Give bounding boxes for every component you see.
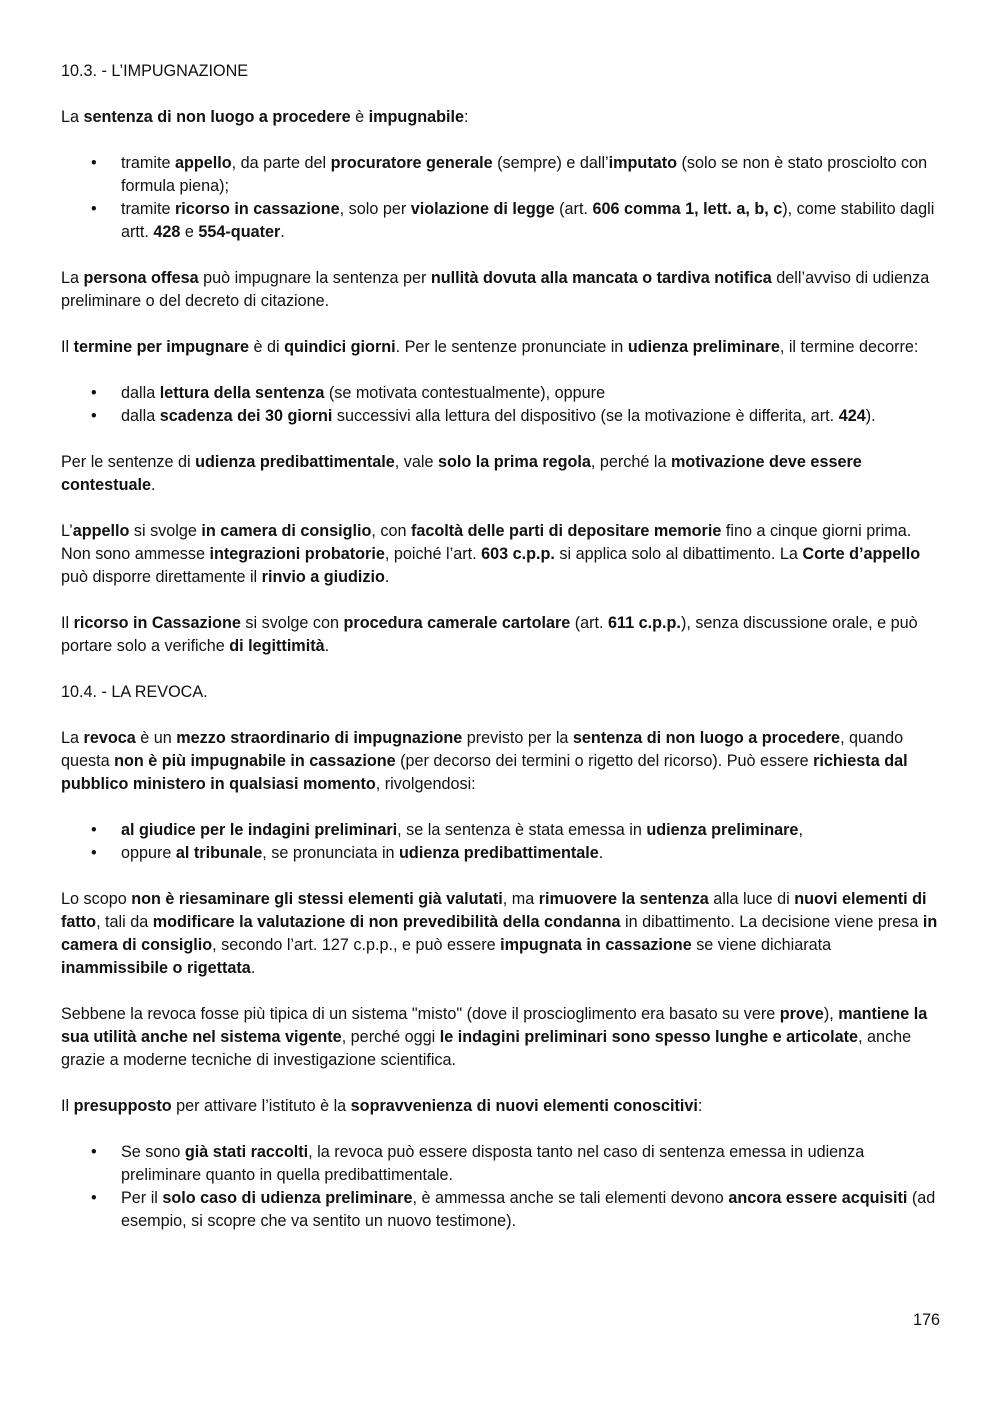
text-run: fino a cinque giorni prima. Non sono ammesse bbox=[61, 522, 912, 563]
bold-text: 424 bbox=[838, 407, 866, 425]
bold-text: impugnata in cassazione bbox=[500, 936, 692, 954]
paragraph-predibattimentale bbox=[61, 451, 941, 497]
bold-text: impugnabile bbox=[368, 108, 464, 126]
text-run: . bbox=[150, 476, 156, 494]
bold-text: mezzo straordinario di impugnazione bbox=[176, 729, 463, 747]
section-title-impugnazione: 10.3. - L’IMPUGNAZIONE bbox=[61, 62, 249, 80]
bold-text: imputato bbox=[608, 154, 677, 172]
bold-text: non è riesaminare gli stessi elementi già valutati bbox=[131, 890, 503, 908]
text-run: : bbox=[464, 108, 469, 126]
bold-text: presupposto bbox=[73, 1097, 172, 1115]
bold-text: revoca bbox=[83, 729, 136, 747]
text-run: La bbox=[61, 729, 84, 747]
text-run: ). bbox=[865, 407, 876, 425]
text-run: , bbox=[798, 821, 803, 839]
bold-text: udienza predibattimentale bbox=[195, 453, 395, 471]
text-run: (per decorso dei termini o rigetto del ricorso). Può essere bbox=[395, 752, 814, 770]
text-run: , da parte del bbox=[231, 154, 331, 172]
bold-text: mantiene la sua utilità anche nel sistema vigente bbox=[61, 1005, 928, 1046]
bold-text: modificare la valutazione di non prevedibilità della condanna bbox=[152, 913, 621, 931]
bold-text: solo caso di udienza preliminare bbox=[162, 1189, 413, 1207]
bold-text: inammissibile o rigettata bbox=[61, 959, 251, 977]
text-run: (ad esempio, si scopre che va sentito un nuovo testimone). bbox=[121, 1189, 936, 1230]
text-run: Se sono bbox=[121, 1143, 185, 1161]
text-run: , se pronunciata in bbox=[262, 844, 400, 862]
bold-text: sopravvenienza di nuovi elementi conoscitivi bbox=[350, 1097, 698, 1115]
bold-text: prove bbox=[779, 1005, 824, 1023]
text-run: . bbox=[324, 637, 330, 655]
text-run: se viene dichiarata bbox=[691, 936, 832, 954]
text-run: è di bbox=[249, 338, 285, 356]
text-run: , secondo l’art. 127 c.p.p., e può essere bbox=[212, 936, 501, 954]
paragraph-persona-offesa bbox=[61, 267, 941, 313]
bold-text: nullità dovuta alla mancata o tardiva notifica bbox=[430, 269, 772, 287]
bold-text: violazione di legge bbox=[410, 200, 555, 218]
text-run: è un bbox=[135, 729, 177, 747]
text-run: ), come stabilito dagli artt. bbox=[121, 200, 935, 241]
bold-text: integrazioni probatorie bbox=[209, 545, 385, 563]
paragraph-sistema bbox=[61, 1003, 941, 1072]
paragraph-impugnabilita bbox=[61, 106, 941, 129]
text-run: , se la sentenza è stata emessa in bbox=[397, 821, 647, 839]
text-run: . bbox=[250, 959, 256, 977]
text-run: La bbox=[61, 108, 84, 126]
text-run: tramite bbox=[121, 154, 175, 172]
bold-text: appello bbox=[72, 522, 130, 540]
text-run: si svolge bbox=[129, 522, 202, 540]
text-run: Lo scopo bbox=[61, 890, 132, 908]
text-run: , il termine decorre: bbox=[779, 338, 919, 356]
text-run: e bbox=[180, 223, 199, 241]
bold-text: lettura della sentenza bbox=[159, 384, 325, 402]
paragraph-presupposto bbox=[61, 1095, 941, 1118]
text-run: oppure bbox=[121, 844, 176, 862]
bold-text: appello bbox=[174, 154, 232, 172]
bold-text: al giudice per le indagini preliminari bbox=[121, 821, 398, 839]
bold-text: già stati raccolti bbox=[184, 1143, 309, 1161]
text-run: , anche grazie a moderne tecniche di investigazione scientifica. bbox=[61, 1028, 912, 1069]
list-rivolgendosi bbox=[61, 819, 941, 865]
bold-text: al tribunale bbox=[175, 844, 263, 862]
text-run: L’ bbox=[61, 522, 73, 540]
list-item bbox=[121, 198, 941, 244]
text-run: , tali da bbox=[96, 913, 153, 931]
bold-text: rinvio a giudizio bbox=[261, 568, 385, 586]
bold-text: 428 bbox=[153, 223, 181, 241]
text-run: , con bbox=[371, 522, 411, 540]
bold-text: 603 c.p.p. bbox=[481, 545, 555, 563]
bold-text: Corte d’appello bbox=[802, 545, 921, 563]
list-item bbox=[121, 842, 941, 865]
text-run: può disporre direttamente il bbox=[61, 568, 262, 586]
bold-text: scadenza dei 30 giorni bbox=[159, 407, 333, 425]
text-run: : bbox=[697, 1097, 703, 1115]
bold-text: richiesta dal pubblico ministero in qualsiasi momento bbox=[61, 752, 908, 793]
bold-text: persona offesa bbox=[83, 269, 199, 287]
text-run: ), senza discussione orale, e può portare solo a verifiche bbox=[61, 614, 918, 655]
text-run: Il bbox=[61, 338, 74, 356]
text-run: , poiché l’art. bbox=[384, 545, 482, 563]
text-run: La bbox=[61, 269, 84, 287]
paragraph-ricorso-cassazione bbox=[61, 612, 941, 658]
list-decorrenza bbox=[61, 382, 941, 428]
bold-text: 554-quater bbox=[198, 223, 281, 241]
text-run: , solo per bbox=[339, 200, 411, 218]
list-item bbox=[121, 1141, 941, 1187]
bold-text: sentenza di non luogo a procedere bbox=[83, 108, 351, 126]
list-item bbox=[121, 152, 941, 198]
text-run: , perché la bbox=[590, 453, 671, 471]
bold-text: in camera di consiglio bbox=[201, 522, 372, 540]
text-run: dell’avviso di udienza preliminare o del decreto di citazione. bbox=[61, 269, 930, 310]
list-item bbox=[121, 382, 941, 405]
text-run: (art. bbox=[554, 200, 593, 218]
list-mezzi-impugnazione bbox=[61, 152, 941, 244]
text-run: Il bbox=[61, 1097, 74, 1115]
bold-text: termine per impugnare bbox=[73, 338, 250, 356]
text-run: per attivare l’istituto è la bbox=[171, 1097, 351, 1115]
bold-text: sentenza di non luogo a procedere bbox=[572, 729, 841, 747]
text-run: Per le sentenze di bbox=[61, 453, 196, 471]
text-run: dalla bbox=[121, 384, 160, 402]
bold-text: in camera di consiglio bbox=[61, 913, 938, 954]
text-run: (sempre) e dall’ bbox=[492, 154, 609, 172]
document-page bbox=[61, 60, 941, 1256]
bold-text: le indagini preliminari sono spesso lunghe e articolate bbox=[439, 1028, 859, 1046]
text-run: alla luce di bbox=[708, 890, 795, 908]
text-run: (solo se non è stato prosciolto con formula piena); bbox=[121, 154, 928, 195]
text-run: . bbox=[598, 844, 604, 862]
paragraph-revoca-intro bbox=[61, 727, 941, 796]
bold-text: procuratore generale bbox=[330, 154, 493, 172]
paragraph-appello bbox=[61, 520, 941, 589]
text-run: si svolge con bbox=[240, 614, 344, 632]
text-run: è bbox=[350, 108, 369, 126]
text-run: . bbox=[384, 568, 390, 586]
paragraph-termine bbox=[61, 336, 941, 359]
bold-text: udienza preliminare bbox=[646, 821, 799, 839]
bold-text: udienza preliminare bbox=[627, 338, 780, 356]
bold-text: ancora essere acquisiti bbox=[728, 1189, 908, 1207]
text-run: . Per le sentenze pronunciate in bbox=[395, 338, 628, 356]
section-title-revoca: 10.4. - LA REVOCA. bbox=[61, 683, 208, 701]
text-run: Il bbox=[61, 614, 74, 632]
text-run: dalla bbox=[121, 407, 160, 425]
text-run: ), bbox=[823, 1005, 839, 1023]
text-run: (art. bbox=[570, 614, 609, 632]
text-run: , perché oggi bbox=[341, 1028, 440, 1046]
bold-text: di legittimità bbox=[229, 637, 325, 655]
bold-text: procedura camerale cartolare bbox=[343, 614, 571, 632]
bold-text: ricorso in Cassazione bbox=[73, 614, 241, 632]
text-run: (se motivata contestualmente), oppure bbox=[324, 384, 606, 402]
list-casi bbox=[61, 1141, 941, 1233]
text-run: tramite bbox=[121, 200, 175, 218]
text-run: in dibattimento. La decisione viene presa bbox=[620, 913, 923, 931]
bold-text: motivazione deve essere contestuale bbox=[61, 453, 862, 494]
text-run: previsto per la bbox=[462, 729, 573, 747]
bold-text: facoltà delle parti di depositare memorie bbox=[411, 522, 722, 540]
text-run: , è ammessa anche se tali elementi devono bbox=[412, 1189, 729, 1207]
bold-text: non è più impugnabile in cassazione bbox=[114, 752, 396, 770]
text-run: . bbox=[280, 223, 285, 241]
text-run: Sebbene la revoca fosse più tipica di un sistema "misto" (dove il proscioglimento era basato su vere bbox=[61, 1005, 780, 1023]
text-run: , ma bbox=[502, 890, 539, 908]
bold-text: solo la prima regola bbox=[437, 453, 591, 471]
text-run: , la revoca può essere disposta tanto nel caso di sentenza emessa in udienza preliminare quanto in quella predibattimentale. bbox=[121, 1143, 865, 1184]
page-number: 176 bbox=[912, 1311, 940, 1329]
text-run: Per il bbox=[121, 1189, 163, 1207]
bold-text: quindici giorni bbox=[284, 338, 396, 356]
bold-text: 606 comma 1, lett. a, b, c bbox=[592, 200, 783, 218]
list-item bbox=[121, 405, 941, 428]
bold-text: udienza predibattimentale bbox=[399, 844, 599, 862]
text-run: può impugnare la sentenza per bbox=[198, 269, 431, 287]
bold-text: ricorso in cassazione bbox=[174, 200, 340, 218]
text-run: si applica solo al dibattimento. La bbox=[554, 545, 803, 563]
bold-text: rimuovere la sentenza bbox=[538, 890, 709, 908]
bold-text: 611 c.p.p. bbox=[608, 614, 681, 632]
paragraph-scopo bbox=[61, 888, 941, 980]
text-run: , vale bbox=[394, 453, 438, 471]
list-item bbox=[121, 819, 941, 842]
text-run: successivi alla lettura del dispositivo (se la motivazione è differita, art. bbox=[332, 407, 839, 425]
bold-text: nuovi elementi di fatto bbox=[61, 890, 927, 931]
text-run: , quando questa bbox=[61, 729, 904, 770]
text-run: , rivolgendosi: bbox=[375, 775, 476, 793]
list-item bbox=[121, 1187, 941, 1233]
